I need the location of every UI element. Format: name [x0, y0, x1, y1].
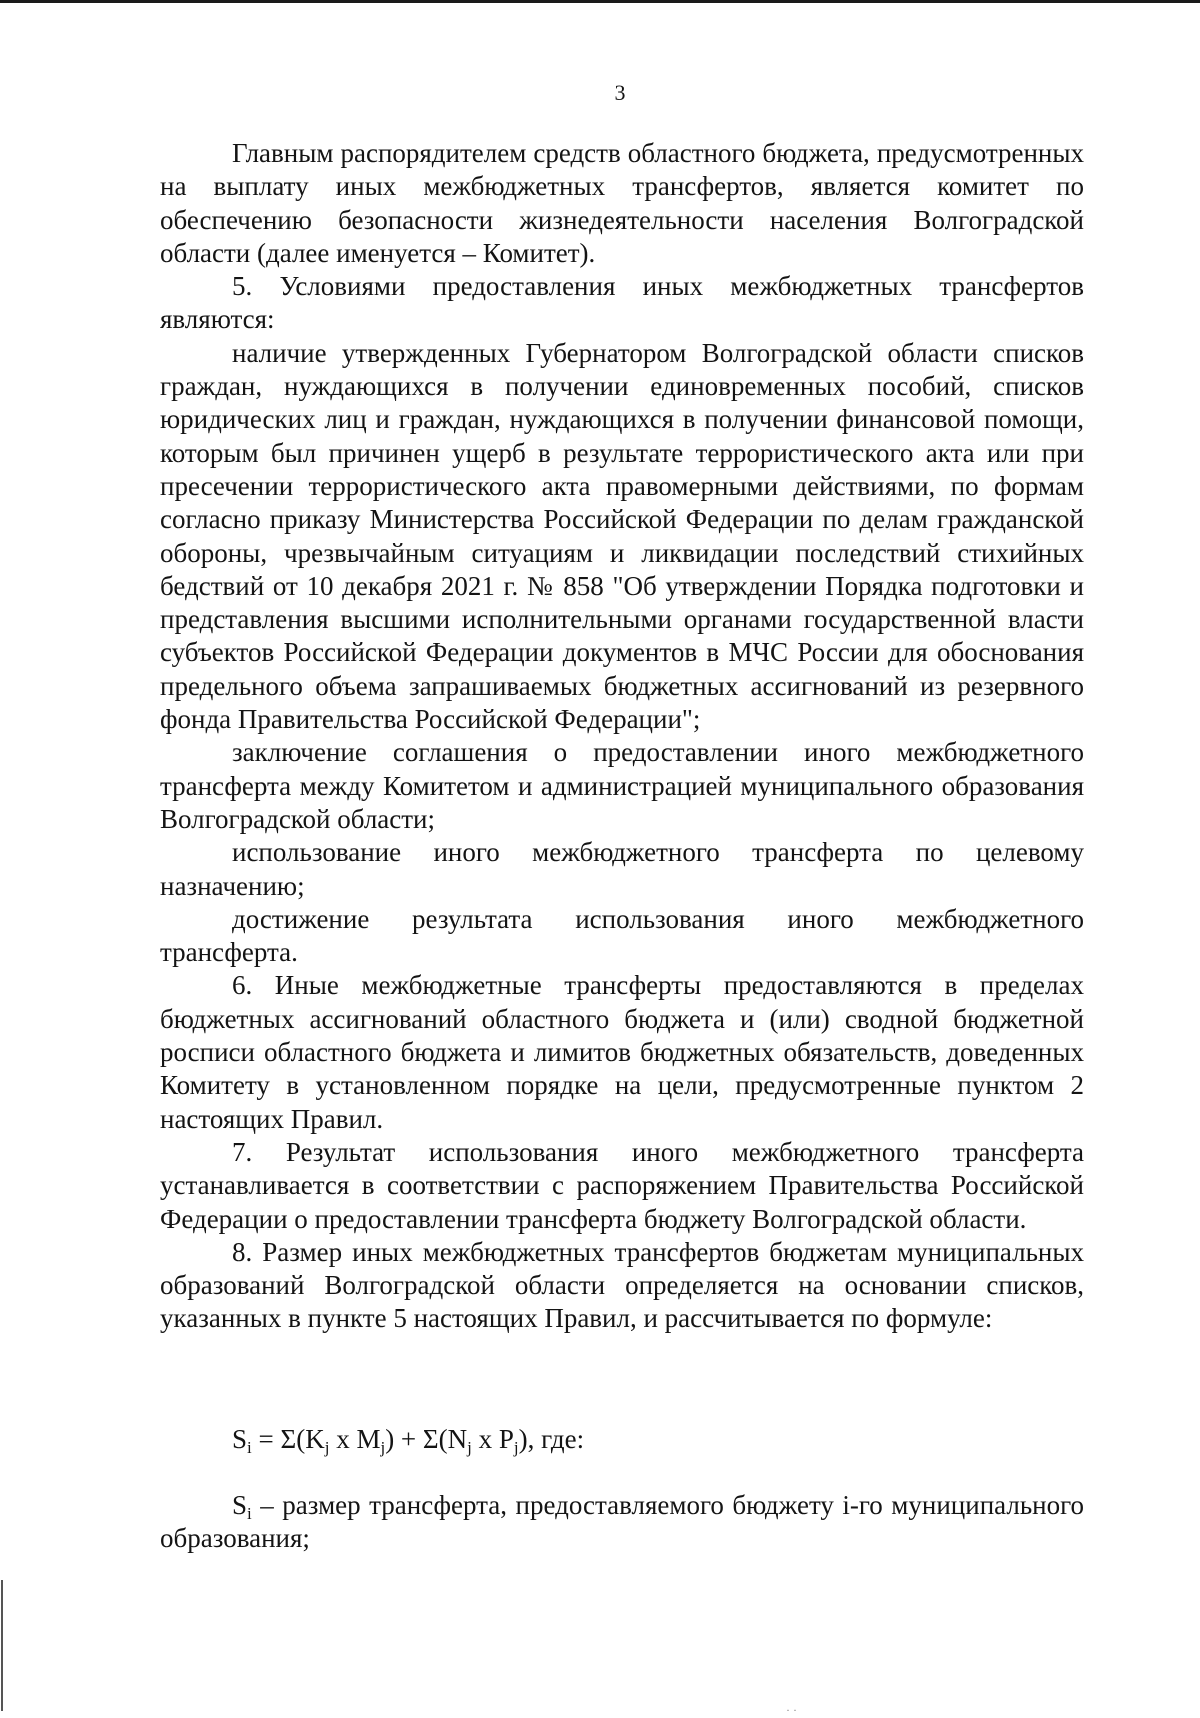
definition-symbol: S [232, 1490, 248, 1520]
paragraph-condition-result: достижение результата использования иного межбюджетного трансферта. [160, 903, 1084, 968]
paragraph-chief-manager: Главным распорядителем средств областного бюджета, предусмотренных на выплату иных межбюджетных трансфертов, является комитет по обеспечению безопасности жизнедеятельности населения Волгоградской области (далее именуется – Комитет). [160, 138, 1084, 268]
top-scan-edge [0, 0, 1200, 3]
formula-close: ), где: [518, 1424, 585, 1454]
document-body [160, 137, 1084, 1336]
formula-s: S [232, 1424, 248, 1454]
formula-eq-open: = Σ(K [251, 1424, 325, 1454]
page-number: 3 [614, 80, 626, 105]
scan-speck: · · [786, 1703, 797, 1717]
formula-sub-j-3: j [467, 1438, 472, 1457]
definition-sub: i [247, 1504, 252, 1523]
formula-sub-j-4: j [513, 1438, 519, 1457]
paragraph-item-5: 5. Условиями предоставления иных межбюджетных трансфертов являются: [160, 271, 1084, 335]
formula-sub-j-1: j [324, 1438, 330, 1457]
formula-sub-i: i [247, 1438, 252, 1457]
paragraph-condition-lists: наличие утвержденных Губернатором Волгоградской области списков граждан, нуждающихся в получении единовременных пособий, списков юридических лиц и граждан, нуждающихся в получении финансовой помощи, которым был причинен ущерб в результате террористического акта или при пресечении террористического акта правомерными действиями, по формам согласно приказу Министерства Российской Федерации по делам гражданской обороны, чрезвычайным ситуациям и ликвидации последствий стихийных бедствий от 10 декабря 2021 г. № 858 "Об утверждении Порядка подготовки и представления высшими исполнительными органами государственной власти субъектов Российской Федерации документов в МЧС России для обоснования предельного объема запрашиваемых бюджетных ассигнований из резервного фонда Правительства Российской Федерации"; [160, 337, 1084, 735]
left-scan-edge [1, 1580, 3, 1711]
paragraph-condition-usage: использование иного межбюджетного трансферта по целевому назначению; [160, 837, 1084, 901]
paragraph-condition-agreement: заключение соглашения о предоставлении иного межбюджетного трансферта между Комитетом и администрацией муниципального образования Волгоградской области; [160, 737, 1084, 834]
definition-si [160, 1489, 1084, 1556]
paragraph-item-7: 7. Результат использования иного межбюджетного трансферта устанавливается в соответствии с распоряжением Правительства Российской Федерации о предоставлении трансферта бюджету Волгоградской области. [160, 1136, 1084, 1234]
transfer-formula [232, 1422, 584, 1456]
paragraph-item-8: 8. Размер иных межбюджетных трансфертов бюджетам муниципальных образований Волгоградской области определяется на основании списков, указанных в пункте 5 настоящих Правил, и рассчитывается по формуле: [160, 1236, 1084, 1334]
formula-x-m: x M [329, 1424, 381, 1454]
definition-text: – размер трансферта, предоставляемого бюджету i-го муниципального образования; [160, 1490, 1084, 1554]
formula-plus-open: ) + Σ(N [385, 1424, 468, 1454]
paragraph-item-6: 6. Иные межбюджетные трансферты предоставляются в пределах бюджетных ассигнований областного бюджета и (или) сводной бюджетной росписи областного бюджета и лимитов бюджетных обязательств, доведенных Комитету в установленном порядке на цели, предусмотренные пунктом 2 настоящих Правил. [160, 970, 1084, 1134]
formula-sub-j-2: j [380, 1438, 386, 1457]
formula-x-p: x P [471, 1424, 514, 1454]
